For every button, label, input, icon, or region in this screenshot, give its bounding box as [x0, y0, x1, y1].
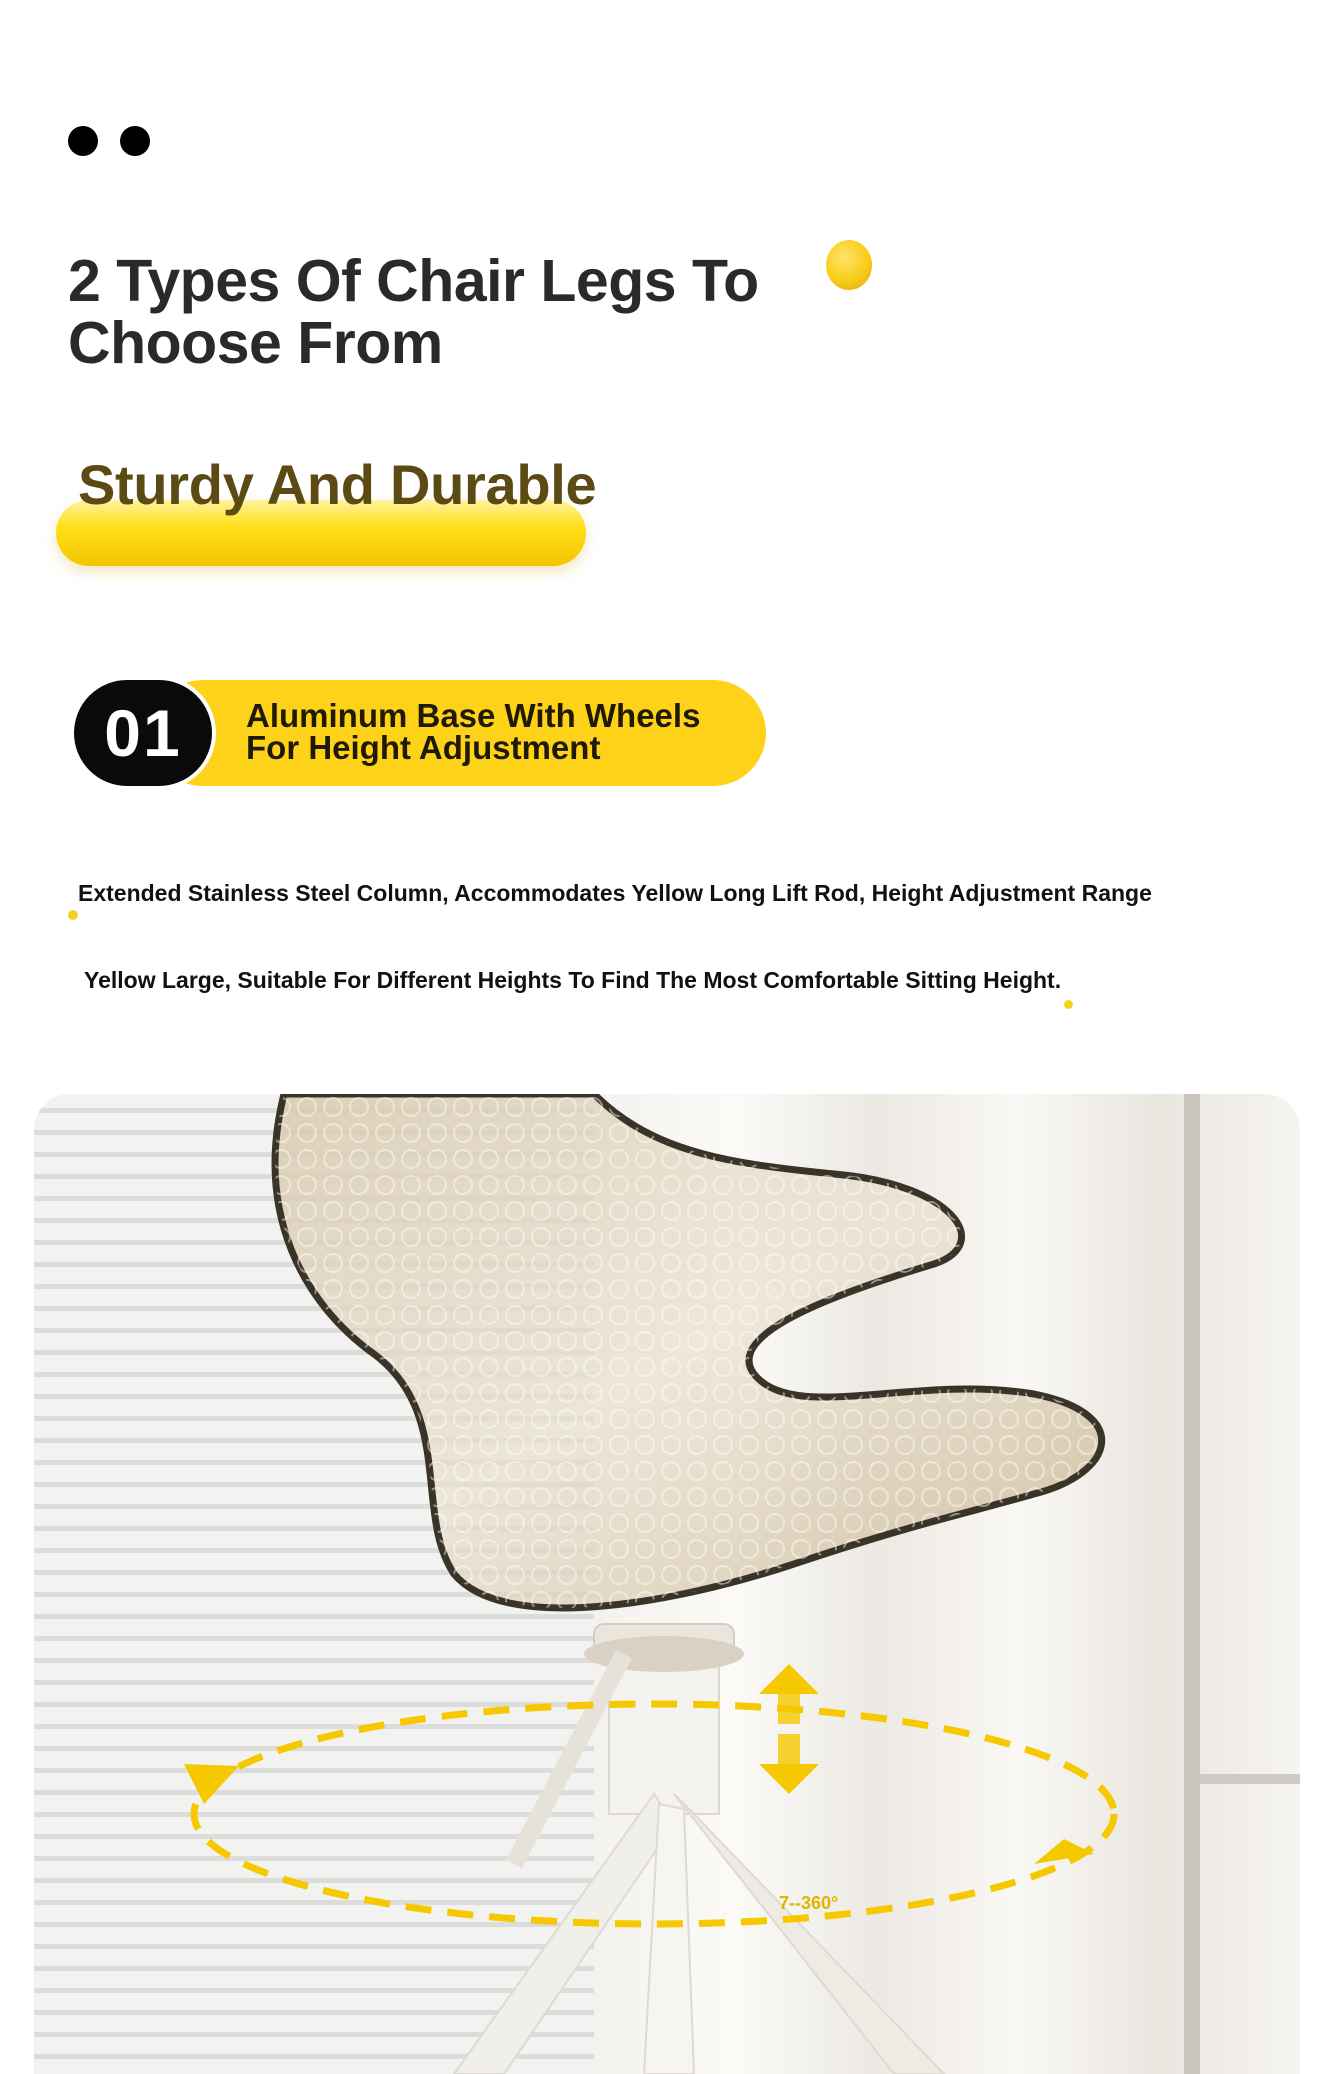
feature-label-line-2: For Height Adjustment — [246, 729, 601, 766]
yellow-ball-decoration — [826, 240, 872, 290]
yellow-speck-decoration — [1064, 1000, 1073, 1009]
feature-label-line-1: Aluminum Base With Wheels — [246, 697, 701, 734]
pagination-dots — [68, 126, 150, 156]
subtitle: Sturdy And Durable — [78, 453, 597, 516]
dot-indicator — [68, 126, 98, 156]
description-line-2: Yellow Large, Suitable For Different Heights To Find The Most Comfortable Sitting Height. — [84, 967, 1062, 993]
yellow-speck-decoration — [68, 910, 78, 920]
feature-label — [246, 697, 746, 766]
dot-indicator — [120, 126, 150, 156]
feature-number-badge: 01 — [70, 676, 216, 790]
description-line-1: Extended Stainless Steel Column, Accommodates Yellow Long Lift Rod, Height Adjustment Range — [78, 880, 1152, 906]
chair-illustration — [34, 1094, 1300, 2074]
page-title: 2 Types Of Chair Legs To Choose From — [68, 248, 759, 376]
rotation-label: 7--360° — [779, 1893, 839, 1913]
product-photo — [34, 1094, 1300, 2074]
